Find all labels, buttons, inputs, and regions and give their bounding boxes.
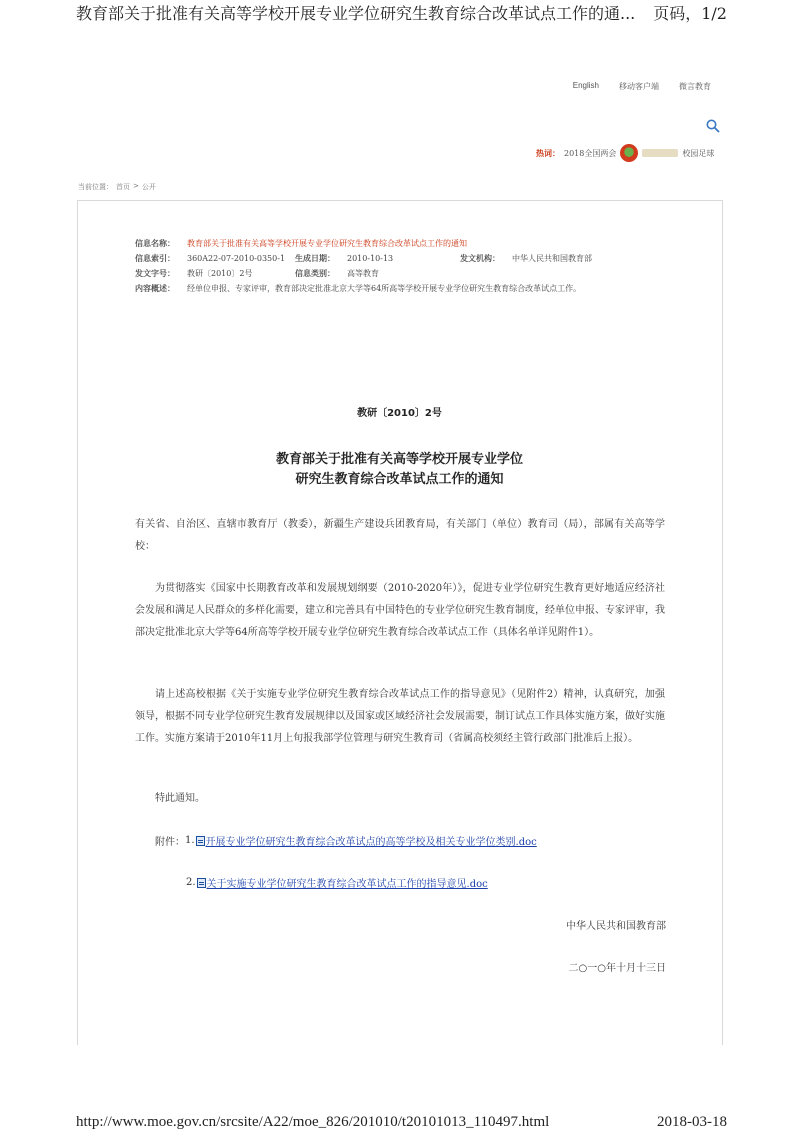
document-title-line-1: 教育部关于批准有关高等学校开展专业学位: [275, 452, 523, 467]
info-metadata: [135, 236, 592, 296]
meta-row-summary: [135, 281, 592, 296]
addressee-paragraph: 有关省、自治区、直辖市教育厅（教委），新疆生产建设兵团教育局，有关部门（单位）教育司（局），部属有关高等学校：: [135, 519, 665, 552]
hot-words: [536, 144, 714, 162]
body-paragraph-1: 为贯彻落实《国家中长期教育改革和发展规划纲要（2010-2020年）》，促进专业学位研究生教育更好地适应经济社会发展和满足人民群众的多样化需要，建立和完善具有中国特色的专业学位研究生教育制度，经单位申报、专家评审，我部决定批准北京大学等64所高等学校开展专业学位研究生教育综合改革试点工作（具体名单详见附件1）。: [135, 583, 665, 638]
meta-row-index: [135, 251, 592, 266]
meta-index-label: 信息索引：: [135, 253, 175, 263]
meta-name-value: 教育部关于批准有关高等学校开展专业学位研究生教育综合改革试点工作的通知: [187, 239, 467, 248]
breadcrumb-current[interactable]: 公开: [141, 183, 156, 191]
print-header-title: 教育部关于批准有关高等学校开展专业学位研究生教育综合改革试点工作的通...: [76, 4, 636, 23]
meta-name-label: 信息名称：: [135, 238, 175, 248]
print-header-page: 页码，1/2: [653, 4, 727, 23]
nav-mobile-link[interactable]: 移动客户端: [619, 82, 659, 91]
banner-image[interactable]: [642, 149, 678, 157]
print-header: [0, 0, 799, 24]
meta-issuer-value: 中华人民共和国教育部: [512, 254, 592, 263]
breadcrumb-home-link[interactable]: 首页: [116, 183, 130, 191]
breadcrumb: [78, 182, 156, 192]
meta-index-value: 360A22-07-2010-0350-1: [187, 254, 286, 263]
attachment-2-number: 2.: [186, 877, 196, 888]
meta-docno-value: 教研〔2010〕2号: [187, 269, 253, 278]
emblem-icon[interactable]: [620, 144, 638, 162]
breadcrumb-separator: >: [133, 182, 139, 190]
attachment-label: 附件：: [155, 837, 185, 848]
word-doc-icon: [197, 878, 206, 888]
meta-docno-label: 发文字号：: [135, 268, 175, 278]
attachment-2: [186, 875, 488, 890]
print-footer-url: http://www.moe.gov.cn/srcsite/A22/moe_826/201010/t20101013_110497.html: [76, 1114, 550, 1130]
top-nav: [573, 81, 711, 92]
attachment-1-link[interactable]: 开展专业学位研究生教育综合改革试点的高等学校及相关专业学位类别.doc: [205, 837, 537, 848]
meta-issuer-label: 发文机构：: [460, 253, 500, 263]
document-title: [0, 450, 799, 490]
meta-category-label: 信息类别：: [295, 268, 335, 278]
closing-paragraph: 特此通知。: [155, 793, 205, 804]
signature-date: 二○一○年十月十三日: [568, 963, 666, 974]
document-title-line-2: 研究生教育综合改革试点工作的通知: [295, 472, 504, 487]
word-doc-icon: [196, 836, 205, 846]
document-number: 教研〔2010〕2号: [357, 408, 442, 419]
hot-word-link[interactable]: 2018全国两会: [564, 148, 617, 158]
meta-row-name: [135, 236, 592, 251]
print-footer-date: 2018-03-18: [657, 1114, 727, 1130]
meta-summary-label: 内容概述：: [135, 283, 175, 293]
meta-date-value: 2010-10-13: [347, 254, 394, 263]
meta-row-docno: [135, 266, 592, 281]
nav-english-link[interactable]: English: [572, 81, 599, 90]
body-paragraph-2: 请上述高校根据《关于实施专业学位研究生教育综合改革试点工作的指导意见》（见附件2）精神，认真研究，加强领导，根据不同专业学位研究生教育发展规律以及国家或区域经济社会发展需要，制订试点工作具体实施方案，做好实施工作。实施方案请于2010年11月上旬报我部学位管理与研究生教育司（省属高校须经主管行政部门批准后上报）。: [135, 689, 665, 744]
attachment-1: [155, 833, 537, 848]
attachment-1-number: 1.: [185, 835, 195, 846]
breadcrumb-prefix: 当前位置：: [78, 183, 113, 191]
nav-weiyan-link[interactable]: 微言教育: [679, 82, 711, 91]
hot-words-label: 热词：: [536, 147, 560, 158]
meta-category-value: 高等教育: [347, 269, 379, 278]
attachment-2-link[interactable]: 关于实施专业学位研究生教育综合改革试点工作的指导意见.doc: [206, 879, 488, 890]
meta-date-label: 生成日期：: [295, 253, 335, 263]
hot-word-link[interactable]: 校园足球: [682, 148, 715, 158]
meta-summary-value: 经单位申报、专家评审，教育部决定批准北京大学等64所高等学校开展专业学位研究生教育综合改革试点工作。: [187, 284, 582, 293]
signature-org: 中华人民共和国教育部: [566, 921, 666, 932]
search-icon[interactable]: [706, 118, 720, 132]
